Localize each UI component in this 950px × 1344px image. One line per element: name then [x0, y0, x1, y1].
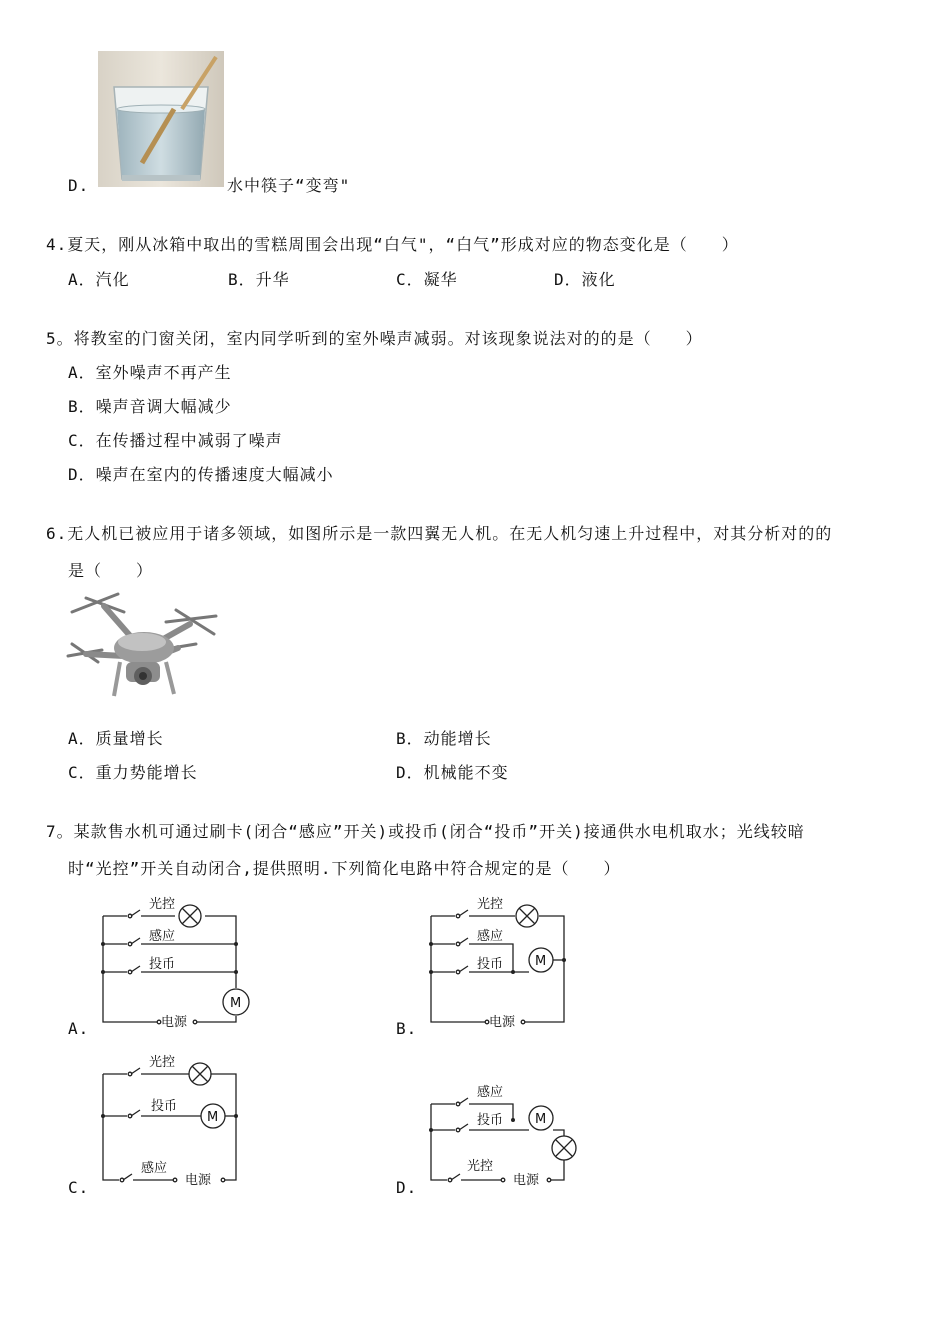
circuit-b-power-label: 电源 — [489, 1015, 516, 1030]
chopstick-in-water-image — [98, 51, 224, 187]
circuit-b-coin-label: 投币 — [477, 957, 504, 972]
q4-option-a: A．汽化 — [68, 270, 130, 289]
q7-option-d: D. — [396, 1178, 418, 1197]
q4-option-c: C．凝华 — [396, 270, 458, 289]
q3-option-d-label: D. — [68, 176, 90, 195]
q3-option-d-text: 水中筷子“变弯" — [227, 176, 351, 195]
circuit-a-coin-label: 投币 — [149, 957, 176, 972]
drone-image — [66, 590, 220, 702]
q7-stem-line1: 7。某款售水机可通过刷卡(闭合“感应”开关)或投币(闭合“投币”开关)接通供水电机取水；光线较暗 — [46, 822, 805, 841]
q5-option-b: B．噪声音调大幅减少 — [68, 397, 232, 416]
q7-option-b: B. — [396, 1019, 418, 1038]
circuit-b-sense-label: 感应 — [477, 929, 504, 944]
circuit-a-light-label: 光控 — [149, 897, 176, 912]
circuit-d-light-label: 光控 — [467, 1159, 494, 1174]
q4-option-d: D．液化 — [554, 270, 616, 289]
circuit-d-power-label: 电源 — [513, 1173, 540, 1188]
circuit-b-light-label: 光控 — [477, 897, 504, 912]
q6-option-c: C．重力势能增长 — [68, 763, 198, 782]
q5-option-c: C．在传播过程中减弱了噪声 — [68, 431, 283, 450]
q4-stem: 4.夏天，刚从冰箱中取出的雪糕周围会出现“白气"，“白气”形成对应的物态变化是（ ） — [46, 235, 739, 254]
circuit-c-diagram — [95, 1048, 255, 1188]
q7-option-a: A. — [68, 1019, 90, 1038]
circuit-d-diagram — [423, 1078, 583, 1190]
q7-option-c: C. — [68, 1178, 90, 1197]
circuit-d-sense-label: 感应 — [477, 1085, 504, 1100]
q6-option-b: B．动能增长 — [396, 729, 492, 748]
circuit-b-motor-label: M — [535, 954, 547, 969]
q5-option-d: D．噪声在室内的传播速度大幅减小 — [68, 465, 334, 484]
circuit-c-motor-label: M — [207, 1110, 219, 1125]
q6-option-d: D．机械能不变 — [396, 763, 509, 782]
circuit-d-motor-label: M — [535, 1112, 547, 1127]
circuit-a-power-label: 电源 — [161, 1015, 188, 1030]
circuit-c-power-label: 电源 — [185, 1173, 212, 1188]
circuit-b-diagram — [423, 890, 583, 1030]
q6-stem-line2: 是（ ） — [68, 561, 154, 580]
q7-stem-line2: 时“光控”开关自动闭合,提供照明.下列简化电路中符合规定的是（ ） — [68, 859, 621, 878]
circuit-a-sense-label: 感应 — [149, 929, 176, 944]
circuit-d-coin-label: 投币 — [477, 1113, 504, 1128]
q6-option-a: A．质量增长 — [68, 729, 164, 748]
circuit-c-coin-label: 投币 — [151, 1099, 178, 1114]
circuit-a-diagram — [95, 890, 255, 1030]
q5-option-a: A．室外噪声不再产生 — [68, 363, 232, 382]
circuit-a-motor-label: M — [230, 996, 242, 1011]
circuit-c-light-label: 光控 — [149, 1055, 176, 1070]
q5-stem: 5。将教室的门窗关闭，室内同学听到的室外噪声减弱。对该现象说法对的的是（ ） — [46, 329, 703, 348]
q4-option-b: B．升华 — [228, 270, 290, 289]
circuit-c-sense-label: 感应 — [141, 1161, 168, 1176]
q6-stem-line1: 6.无人机已被应用于诸多领域，如图所示是一款四翼无人机。在无人机匀速上升过程中，对其分析对的的 — [46, 524, 833, 543]
